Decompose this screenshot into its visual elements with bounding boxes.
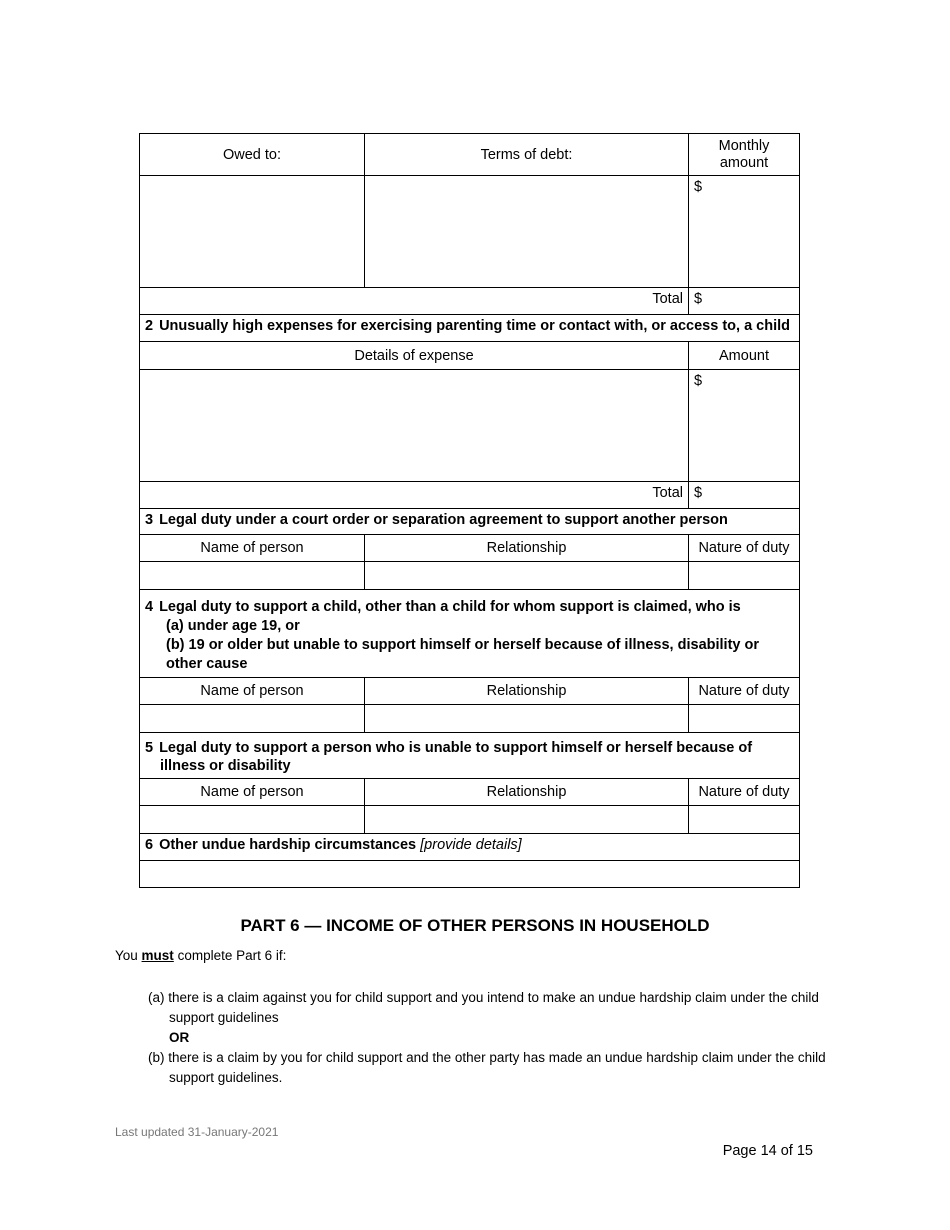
intro-text: complete Part 6 if: [173, 948, 287, 963]
nature-of-duty-field[interactable] [688, 562, 799, 589]
details-of-expense-header: Details of expense [354, 347, 474, 364]
section5-title [140, 733, 799, 778]
section3-title [140, 509, 799, 534]
undue-hardship-details-field[interactable] [140, 861, 799, 887]
nature-of-duty-header: Nature of duty [688, 678, 799, 704]
section3-heading-row [140, 508, 799, 534]
section6-heading-row [140, 833, 799, 860]
section3-entry-row [140, 561, 799, 589]
debt-total-row [140, 287, 799, 314]
nature-of-duty-field[interactable] [688, 705, 799, 732]
or-label: OR [169, 1030, 190, 1045]
intro-text: You [115, 948, 142, 963]
condition-a: (a) there is a claim against you for child support and you intend to make an undue hardship claim under the child support guidelines [148, 990, 819, 1025]
name-of-person-header: Name of person [200, 683, 304, 699]
owed-to-field[interactable] [140, 176, 364, 287]
relationship-field[interactable] [364, 562, 688, 589]
part6-conditions [148, 988, 828, 1088]
name-of-person-field[interactable] [140, 562, 364, 589]
expense-total-row [140, 481, 799, 508]
name-of-person-header: Name of person [200, 540, 304, 556]
section6-hint: [provide details] [420, 837, 522, 853]
section-number: 3 [145, 512, 154, 528]
section2-heading-row [140, 314, 799, 341]
details-of-expense-field[interactable] [140, 370, 688, 481]
section4-item-b: (b) 19 or older but unable to support himself or herself because of illness, disability or other cause [166, 637, 759, 672]
section4-header-row [140, 677, 799, 704]
section6-title [140, 834, 799, 860]
section-number: 5 [145, 740, 154, 756]
terms-of-debt-header: Terms of debt: [364, 134, 688, 175]
section4-entry-row [140, 704, 799, 732]
section-title-text: Legal duty to support a person who is unable to support himself or herself because of illness or disability [159, 740, 753, 774]
section-title-text: Other undue hardship circumstances [159, 837, 417, 853]
name-of-person-header: Name of person [200, 784, 304, 800]
section4-title [140, 590, 799, 677]
relationship-header: Relationship [364, 779, 688, 805]
section2-header-row [140, 341, 799, 369]
relationship-header: Relationship [364, 678, 688, 704]
page-number: Page 14 of 15 [722, 1143, 813, 1159]
section5-heading-row [140, 732, 799, 778]
debt-total-field[interactable] [688, 288, 799, 314]
amount-header: Amount [688, 342, 799, 369]
debt-header-row [140, 134, 799, 175]
section-number: 6 [145, 837, 154, 853]
debt-total-label: Total [652, 291, 683, 307]
section-title-text: Legal duty under a court order or separation agreement to support another person [159, 512, 728, 528]
monthly-amount-field[interactable] [688, 176, 799, 287]
section-number: 2 [145, 318, 154, 334]
intro-must: must [141, 948, 174, 963]
relationship-header: Relationship [364, 535, 688, 561]
section-title-text: Legal duty to support a child, other than a child for whom support is claimed, who is [159, 599, 741, 615]
section-title-text: Unusually high expenses for exercising parenting time or contact with, or access to, a child [159, 318, 790, 334]
section6-entry-row [140, 860, 799, 887]
name-of-person-field[interactable] [140, 806, 364, 833]
nature-of-duty-header: Nature of duty [688, 535, 799, 561]
expense-total-label: Total [652, 485, 683, 501]
relationship-field[interactable] [364, 806, 688, 833]
dollar-sign: $ [694, 373, 703, 389]
section5-header-row [140, 778, 799, 805]
nature-of-duty-field[interactable] [688, 806, 799, 833]
expense-entry-row [140, 369, 799, 481]
monthly-amount-header: Monthly amount [688, 134, 799, 175]
owed-to-header: Owed to: [222, 146, 282, 163]
dollar-sign: $ [694, 485, 703, 501]
hardship-form-table [139, 133, 800, 888]
section4-item-a: (a) under age 19, or [166, 618, 300, 634]
last-updated: Last updated 31-January-2021 [115, 1125, 279, 1139]
dollar-sign: $ [694, 179, 703, 195]
terms-of-debt-field[interactable] [364, 176, 688, 287]
section5-entry-row [140, 805, 799, 833]
expense-total-field[interactable] [688, 482, 799, 508]
part6-heading: PART 6 — INCOME OF OTHER PERSONS IN HOUSEHOLD [240, 916, 710, 935]
name-of-person-field[interactable] [140, 705, 364, 732]
debt-entry-row [140, 175, 799, 287]
condition-b: (b) there is a claim by you for child support and the other party has made an undue hardship claim under the child support guidelines. [148, 1050, 826, 1085]
section3-header-row [140, 534, 799, 561]
section2-title [140, 315, 799, 341]
section-number: 4 [145, 599, 154, 615]
relationship-field[interactable] [364, 705, 688, 732]
part6-intro [115, 948, 286, 963]
dollar-sign: $ [694, 291, 703, 307]
expense-amount-field[interactable] [688, 370, 799, 481]
nature-of-duty-header: Nature of duty [688, 779, 799, 805]
section4-heading-row [140, 589, 799, 677]
